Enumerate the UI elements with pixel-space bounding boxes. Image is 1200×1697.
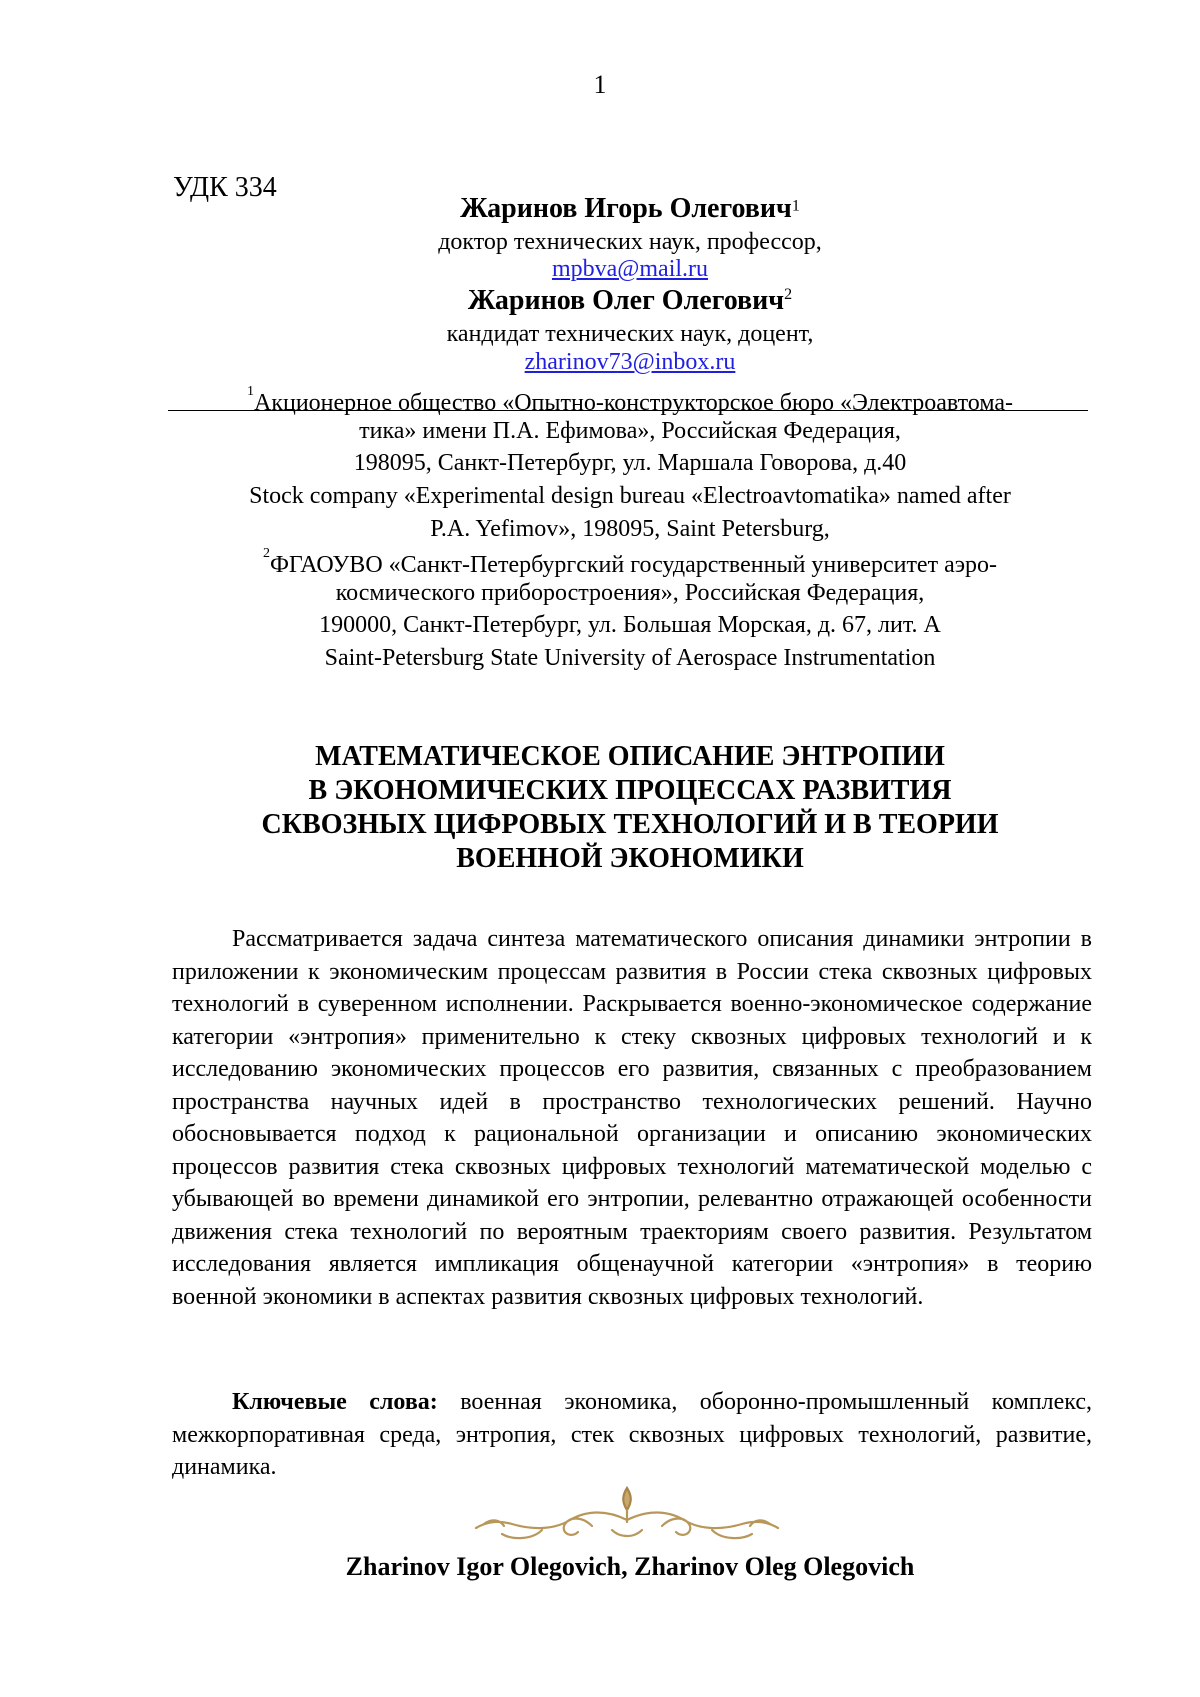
keywords-label: Ключевые слова: (232, 1389, 438, 1415)
affiliation-line: Акционерное общество «Опытно-конструкторское бюро «Электроавтома- (254, 390, 1013, 416)
title-line: СКВОЗНЫХ ЦИФРОВЫХ ТЕХНОЛОГИЙ И В ТЕОРИИ (261, 809, 999, 840)
title-line: ВОЕННОЙ ЭКОНОМИКИ (456, 843, 804, 874)
affiliation-line: 198095, Санкт-Петербург, ул. Маршала Говорова, д.40 (353, 450, 907, 476)
affiliation-line: тика» имени П.А. Ефимова», Российская Федерация, (359, 418, 901, 444)
affiliation-line-en: P.A. Yefimov», 198095, Saint Petersburg, (430, 516, 830, 542)
title-line: В ЭКОНОМИЧЕСКИХ ПРОЦЕССАХ РАЗВИТИЯ (308, 775, 952, 806)
english-authors: Zharinov Igor Olegovich, Zharinov Oleg Olegovich (345, 1552, 915, 1581)
author-name: Жаринов Игорь Олегович (460, 193, 792, 224)
affiliation-line: космического приборостроения», Российская Федерация, (335, 580, 925, 606)
udk-code: УДК 334 (173, 172, 277, 203)
affiliation-mark: 1 (247, 384, 254, 399)
page-number: 1 (593, 70, 607, 99)
author-email-link[interactable]: mpbva@mail.ru (551, 256, 709, 282)
title-line: МАТЕМАТИЧЕСКОЕ ОПИСАНИЕ ЭНТРОПИИ (315, 741, 945, 772)
author-affiliation-mark: 2 (784, 285, 793, 303)
paper-title (0, 740, 1200, 876)
author-block-1 (0, 193, 1200, 225)
affiliation-line: ФГАОУВО «Санкт-Петербургский государственный университет аэро- (269, 552, 998, 578)
flourish-divider-icon (472, 1480, 782, 1546)
author-degree: кандидат технических наук, доцент, (446, 321, 814, 347)
author-email-link[interactable]: zharinov73@inbox.ru (524, 349, 736, 375)
author-block-2 (0, 285, 1200, 317)
keywords-text: военная экономика, оборонно-промышленный комплекс, межкорпоративная среда, энтропия, стек сквозных цифровых технологий, развитие, динамика. (172, 1389, 1092, 1480)
author-name: Жаринов Олег Олегович (467, 285, 785, 316)
affiliation-mark: 2 (262, 546, 270, 561)
affiliation-line-en: Stock company «Experimental design bureau «Electroavtomatika» named after (249, 483, 1011, 509)
abstract-paragraph: Рассматривается задача синтеза математического описания динамики энтропии в приложении к экономическим процессам развития в России стека сквозных цифровых технологий в суверенном исполнении. Раскрывается военно-экономическое содержание категории «энтропия» применительно к стеку сквозных цифровых технологий и к исследованию экономических процессов его развития, связанных с преобразованием пространства научных идей в пространство технологических решений. Научно обосновывается подход к рациональной организации и описанию экономических процессов развития стека сквозных цифровых технологий математической моделью с убывающей во времени динамикой его энтропии, релевантно отражающей особенности движения стека технологий по вероятным траекториям своего развития. Результатом исследования является импликация общенаучной категории «энтропия» в теорию военной экономики в аспектах развития сквозных цифровых технологий. (172, 926, 1092, 1310)
keywords-paragraph (172, 1386, 1092, 1484)
author-affiliation-mark: 1 (791, 197, 800, 215)
author-degree: доктор технических наук, профессор, (438, 229, 822, 255)
affiliation-line: 190000, Санкт-Петербург, ул. Большая Морская, д. 67, лит. А (319, 612, 941, 638)
affiliation-line-en: Saint-Petersburg State University of Aerospace Instrumentation (324, 645, 936, 671)
